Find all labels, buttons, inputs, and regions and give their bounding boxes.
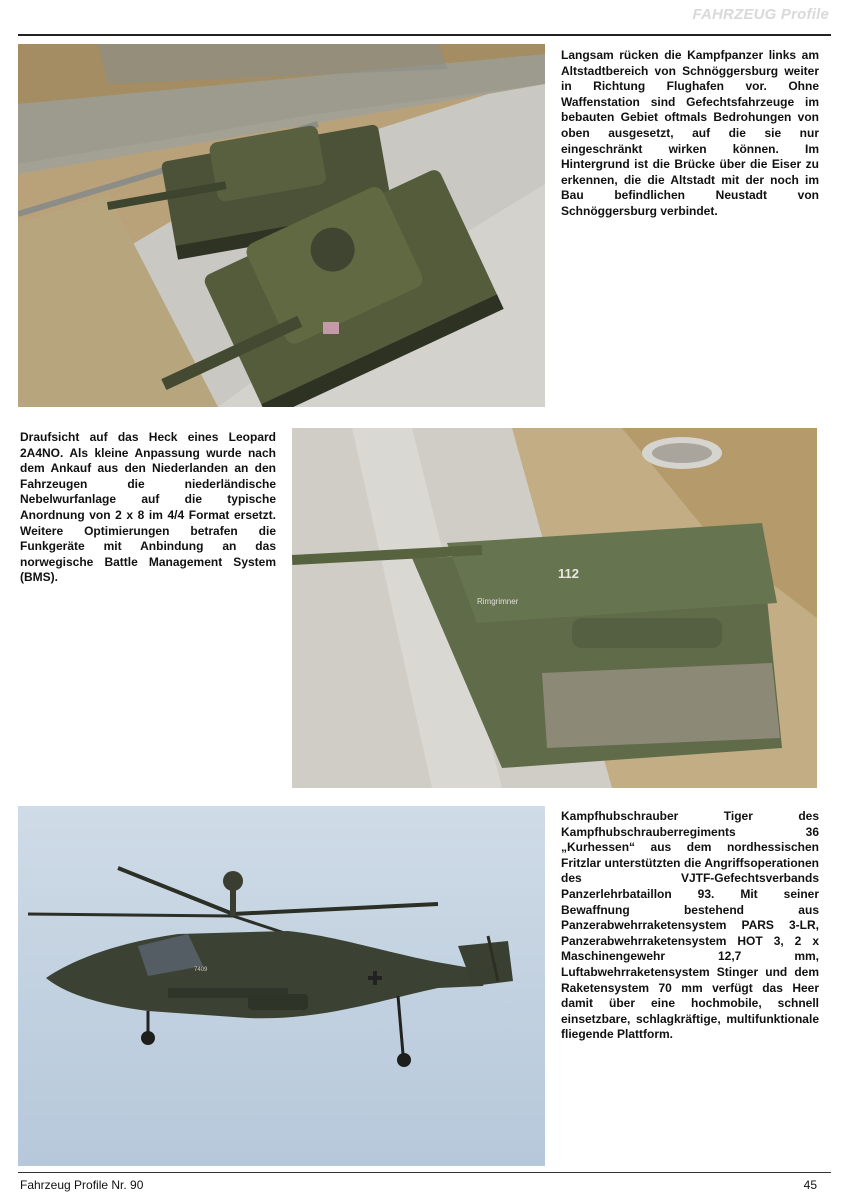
caption-bottom: Kampfhubschrauber Tiger des Kampfhubschrauberregiments 36 „Kurhessen“ aus dem nordhessischen Fritzlar unterstützten die Angriffsoperationen des VJTF-Gefechtsverbands Panzerlehrbataillon 93. Mit seiner Bewaffnung bestehend aus Panzerabwehrraketensystem PARS 3-LR, Panzerabwehrraketensystem HOT 3, 2 x Maschinengewehr 12,7 mm, Luftabwehrraketensystem Stinger und dem Raketensystem 70 mm verfügt das Heer damit über eine hochmobile, schnell einsetzbare, schlagkräftige, multifunktionale fliegende Plattform. [561,809,819,1042]
photo-leopard-rear-view [292,428,817,788]
turret-number: 112 [558,566,579,581]
running-header: FAHRZEUG Profile [692,6,829,23]
footer-rule [18,1172,831,1173]
caption-middle: Draufsicht auf das Heck eines Leopard 2A4NO. Als kleine Anpassung wurde nach dem Ankauf aus den Niederlanden an den Fahrzeugen die niederländische Nebelwurfanlage auf die typische Anordnung von 2 x 8 im 4/4 Format ersetzt. Weitere Optimierungen betrafen die Funkgeräte mit Anbindung an das norwegische Battle Management System (BMS). [20,430,276,585]
turret-name: Rimgrimner [477,597,519,606]
photo-tanks-on-road [18,44,545,407]
caption-top: Langsam rücken die Kampfpanzer links am Altstadtbereich von Schnöggersburg weiter in Richtung Flughafen vor. Ohne Waffenstation sind Gefechtsfahrzeuge im bebauten Gebiet oftmals Bedrohungen von oben ausgesetzt, auf die sie nur eingeschränkt wirken können. Im Hintergrund ist die Brücke über die Eiser zu erkennen, die die Altstadt mit der noch im Bau befindlichen Neustadt von Schnöggersburg verbindet. [561,48,819,218]
photo-tiger-helicopter [18,806,545,1166]
header-rule [18,34,831,36]
heli-code: 7409 [194,967,208,973]
page-number: 45 [803,1178,817,1192]
footer-publication: Fahrzeug Profile Nr. 90 [20,1178,144,1192]
